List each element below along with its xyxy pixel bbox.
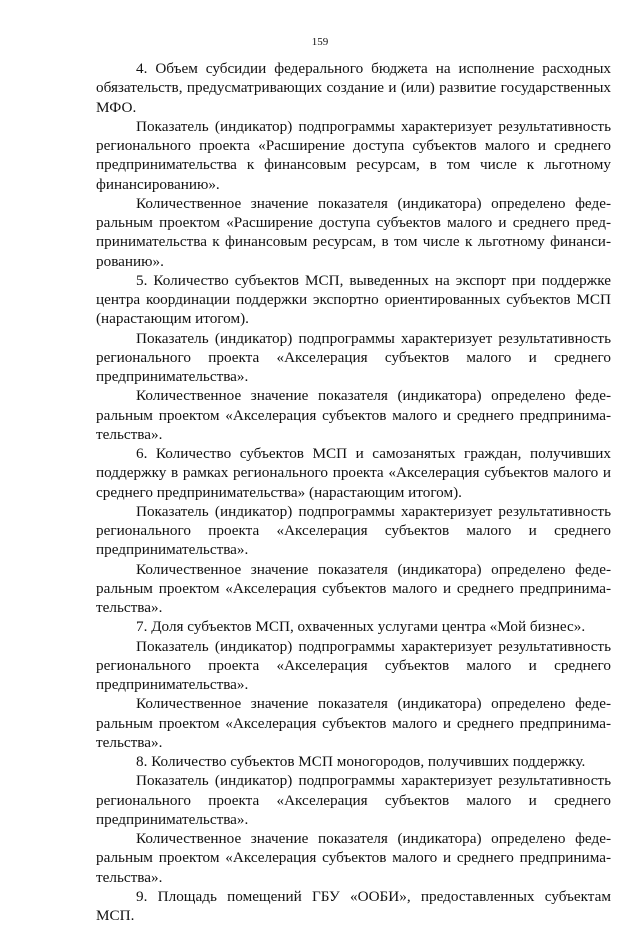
document-body	[96, 59, 611, 925]
paragraph-item-9: 9. Площадь помещений ГБУ «ООБИ», предоставленных субъектам МСП.	[96, 887, 611, 924]
paragraph-value-5: Количественное значение показателя (индикатора) определено федеральным проектом «Акселерация субъектов малого и среднего предпринимательства».	[96, 387, 611, 443]
paragraph-indicator-8: Показатель (индикатор) подпрограммы характеризует результативность регионального проекта «Акселерация субъектов малого и среднего предпринимательства».	[96, 772, 611, 828]
paragraph-item-5: 5. Количество субъектов МСП, выведенных на экспорт при поддержке центра координации поддержки экспортно ориентированных субъектов МСП (нарастающим итогом).	[96, 271, 611, 328]
paragraph-value-7: Количественное значение показателя (индикатора) определено федеральным проектом «Акселерация субъектов малого и среднего предпринимательства».	[96, 695, 611, 751]
paragraph-indicator-6: Показатель (индикатор) подпрограммы характеризует результативность регионального проекта «Акселерация субъектов малого и среднего предпринимательства».	[96, 502, 611, 559]
paragraph-item-4: 4. Объем субсидии федерального бюджета на исполнение расходных обязательств, предусматривающих создание и (или) развитие государственных МФО.	[96, 60, 611, 116]
paragraph-item-8: 8. Количество субъектов МСП моногородов, получивших поддержку.	[136, 753, 586, 770]
paragraph-item-7: 7. Доля субъектов МСП, охваченных услугами центра «Мой бизнес».	[136, 618, 586, 636]
page-number: 159	[311, 36, 329, 48]
paragraph-item-6: 6. Количество субъектов МСП и самозанятых граждан, получивших поддержку в рамках регионального проекта «Акселерация субъектов малого и среднего предпринимательства» (нарастающим итогом).	[96, 445, 611, 501]
paragraph-value-6: Количественное значение показателя (индикатора) определено федеральным проектом «Акселерация субъектов малого и среднего предпринимательства».	[96, 560, 611, 616]
paragraph-indicator-5: Показатель (индикатор) подпрограммы характеризует результативность регионального проекта «Акселерация субъектов малого и среднего предпринимательства».	[96, 329, 611, 385]
paragraph-value-4: Количественное значение показателя (индикатора) определено федеральным проектом «Расширение доступа субъектов малого и среднего предпринимательства к финансовым ресурсам, в том числе к льготному финансированию».	[96, 194, 611, 270]
paragraph-indicator-7: Показатель (индикатор) подпрограммы характеризует результативность регионального проекта «Акселерация субъектов малого и среднего предпринимательства».	[96, 637, 611, 693]
paragraph-value-8: Количественное значение показателя (индикатора) определено федеральным проектом «Акселерация субъектов малого и среднего предпринимательства».	[96, 830, 611, 886]
paragraph-indicator-4: Показатель (индикатор) подпрограммы характеризует результативность регионального проекта «Расширение доступа субъектов малого и среднего предпринимательства к финансовым ресурсам, в том числе к льготному финансированию».	[96, 117, 611, 193]
